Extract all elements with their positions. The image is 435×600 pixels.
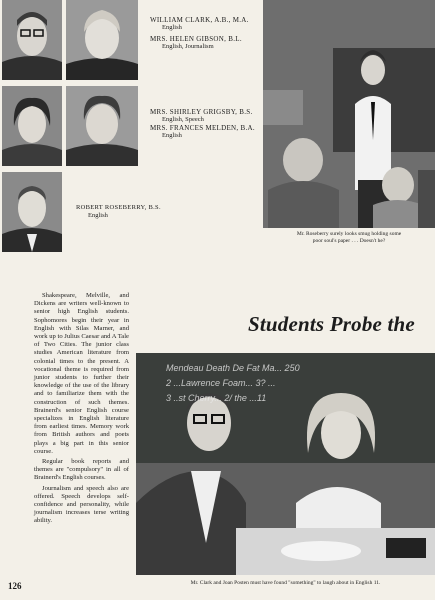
body-paragraph: Journalism and speech also are offered. Speech develops self-confidence and personality, while journalism increases terse writing ability. bbox=[34, 484, 129, 525]
classroom-photo-clark-posten bbox=[136, 353, 435, 575]
faculty-caption-2 bbox=[150, 35, 262, 51]
faculty-subject: English, Speech bbox=[162, 116, 204, 123]
faculty-name: MRS. SHIRLEY GRIGSBY, B.S. bbox=[150, 108, 253, 116]
faculty-name: ROBERT ROSEBERRY, B.S. bbox=[76, 204, 161, 211]
body-text-column bbox=[34, 292, 129, 526]
classroom-photo-roseberry bbox=[263, 0, 435, 228]
section-headline: Students Probe the bbox=[248, 312, 415, 336]
portrait-helen-gibson bbox=[66, 0, 138, 80]
top-photo-caption bbox=[263, 231, 435, 245]
body-paragraph: Shakespeare, Melville, and Dickens are writers well-known to senior high English students. Sophomores begin their year in English with Silas Marner, and work up to Julius Caesar and A Tale of Two Cities. The junior class studies American literature from colonial times to the present. A vocational theme is required from junior students to further their knowledge of the use of the library and to familiarize them with the construction of such themes. Brainerd's senior English course specializes in English literature from earliest times. Memory work from British authors and poets plays a big part in this senior course. bbox=[34, 292, 129, 455]
chalkboard-line: 2 ...Lawrence Foam... 3? ... bbox=[166, 378, 276, 388]
faculty-name: WILLIAM CLARK, A.B., M.A. bbox=[150, 16, 249, 24]
chalkboard-line: Mendeau Death De Fat Ma... 250 bbox=[166, 363, 300, 373]
body-paragraph: Regular book reports and themes are "compulsory" in all of Brainerd's English courses. bbox=[34, 458, 129, 482]
faculty-caption-4 bbox=[150, 124, 262, 140]
top-photo-caption-line2: poor soul's paper . . . Doesn't he? bbox=[312, 238, 386, 244]
page-number: 126 bbox=[8, 581, 22, 591]
faculty-name: MRS. HELEN GIBSON, B.L. bbox=[150, 35, 242, 43]
faculty-subject: English bbox=[162, 132, 182, 139]
portrait-robert-roseberry bbox=[2, 172, 62, 252]
top-photo-caption-line1: Mr. Roseberry surely looks smug holding some bbox=[296, 231, 402, 237]
faculty-name: MRS. FRANCES MELDEN, B.A. bbox=[150, 124, 255, 132]
portrait-shirley-grigsby bbox=[2, 86, 62, 166]
faculty-subject: English, Journalism bbox=[162, 43, 214, 50]
faculty-caption-5 bbox=[76, 204, 166, 220]
bottom-photo-caption: Mr. Clark and Joan Posten must have found "something" to laugh about in English 11. bbox=[190, 580, 381, 586]
faculty-subject: English bbox=[88, 212, 108, 219]
portrait-frances-melden bbox=[66, 86, 138, 166]
faculty-caption-1 bbox=[150, 16, 262, 32]
chalkboard-writing bbox=[166, 361, 426, 406]
faculty-subject: English bbox=[162, 24, 182, 31]
faculty-caption-3 bbox=[150, 108, 262, 124]
portrait-william-clark bbox=[2, 0, 62, 80]
chalkboard-line: 3 ..st Cherry... 2/ the ...11 bbox=[166, 393, 267, 403]
